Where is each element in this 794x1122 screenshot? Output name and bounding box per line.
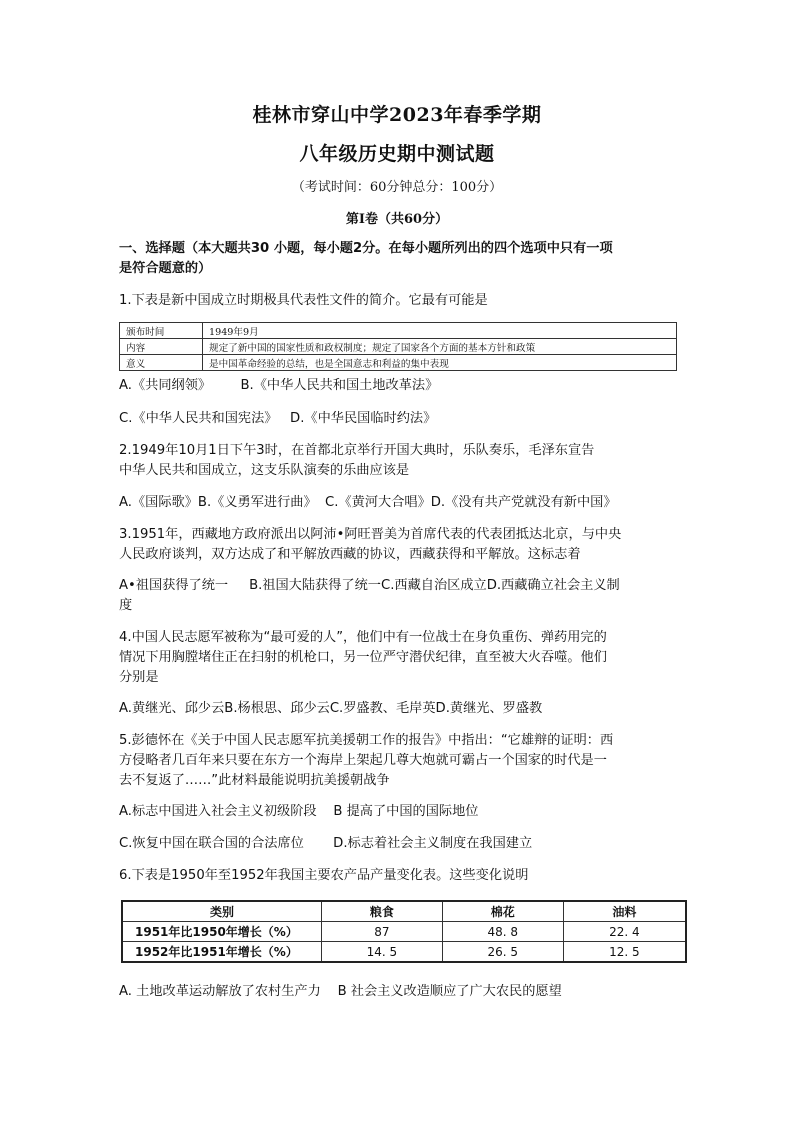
table-header-cell: 棉花	[442, 901, 563, 922]
table-cell: 48. 8	[442, 922, 563, 942]
question-2-stem: 中华人民共和国成立，这支乐队演奏的乐曲应该是	[119, 463, 410, 478]
question-5-options: C.恢复中国在联合国的合法席位 D.标志着社会主义制度在我国建立	[119, 836, 533, 851]
table-row	[122, 922, 686, 942]
question-3-options: 度	[119, 598, 133, 613]
question-5-stem: 去不复返了……”此材料最能说明抗美援朝战争	[119, 773, 390, 788]
table-header-cell: 油料	[563, 901, 686, 922]
table-cell: 内容	[120, 339, 203, 355]
question-1-options: A.《共同纲领》 B.《中华人民共和国土地改革法》	[119, 378, 439, 393]
table-row	[120, 355, 677, 371]
table-row	[120, 339, 677, 355]
table-header-cell: 粮食	[322, 901, 443, 922]
table-cell: 14. 5	[322, 942, 443, 963]
question-1-table	[119, 322, 677, 371]
question-4-options: A.黄继光、邱少云B.杨根思、邱少云C.罗盛教、毛岸英D.黄继光、罗盛教	[119, 701, 543, 716]
exam-info: （考试时间：60分钟总分：100分）	[291, 180, 503, 195]
table-cell: 12. 5	[563, 942, 686, 963]
question-3-options: A•祖国获得了统一 B.祖国大陆获得了统一C.西藏自治区成立D.西藏确立社会主义制	[119, 578, 620, 593]
table-header-row	[122, 901, 686, 922]
table-cell: 26. 5	[442, 942, 563, 963]
table-cell: 意义	[120, 355, 203, 371]
table-row	[122, 942, 686, 963]
question-4-stem: 分别是	[119, 670, 159, 685]
table-row	[120, 323, 677, 339]
section-heading: 第Ⅰ卷（共60分）	[345, 212, 449, 227]
question-5-options: A.标志中国进入社会主义初级阶段 B 提高了中国的国际地位	[119, 804, 479, 819]
table-cell: 规定了新中国的国家性质和政权制度；规定了国家各个方面的基本方针和政策	[203, 339, 677, 355]
question-5-stem: 5.彭德怀在《关于中国人民志愿军抗美援朝工作的报告》中指出：“它雄辩的证明：西	[119, 733, 614, 748]
instructions-line: 是符合题意的）	[119, 261, 212, 276]
question-6-options: A. 土地改革运动解放了农村生产力 B 社会主义改造顺应了广大农民的愿望	[119, 984, 562, 999]
table-cell: 是中国革命经验的总结，也是全国意志和利益的集中表现	[203, 355, 677, 371]
table-cell: 1951年比1950年增长（%）	[122, 922, 322, 942]
question-4-stem: 情况下用胸膛堵住正在扫射的机枪口，另一位严守潜伏纪律，直至被大火吞噬。他们	[119, 650, 607, 665]
table-cell: 1949年9月	[203, 323, 677, 339]
table-header-cell: 类别	[122, 901, 322, 922]
question-2-stem: 2.1949年10月1日下午3时，在首都北京举行开国大典时，乐队奏乐，毛泽东宣告	[119, 443, 595, 458]
question-4-stem: 4.中国人民志愿军被称为“最可爱的人”，他们中有一位战士在身负重伤、弹药用完的	[119, 630, 607, 645]
question-1-stem: 1.下表是新中国成立时期极具代表性文件的简介。它最有可能是	[119, 293, 488, 308]
exam-title: 八年级历史期中测试题	[299, 143, 495, 165]
question-6-stem: 6.下表是1950年至1952年我国主要农产品产量变化表。这些变化说明	[119, 868, 529, 883]
instructions-line: 一、选择题（本大题共30 小题，每小题2分。在每小题所列出的四个选项中只有一项	[119, 241, 613, 256]
table-cell: 1952年比1951年增长（%）	[122, 942, 322, 963]
question-3-stem: 3.1951年，西藏地方政府派出以阿沛•阿旺晋美为首席代表的代表团抵达北京，与中央	[119, 527, 622, 542]
question-6-table	[121, 900, 687, 963]
school-title: 桂林市穿山中学2023年春季学期	[252, 104, 542, 126]
question-2-options: A.《国际歌》B.《义勇军进行曲》 C.《黄河大合唱》D.《没有共产党就没有新中国》	[119, 495, 617, 510]
table-cell: 87	[322, 922, 443, 942]
question-5-stem: 方侵略者几百年来只要在东方一个海岸上架起几尊大炮就可霸占一个国家的时代是一	[119, 753, 607, 768]
question-1-options: C.《中华人民共和国宪法》 D.《中华民国临时约法》	[119, 411, 437, 426]
table-cell: 颁布时间	[120, 323, 203, 339]
table-cell: 22. 4	[563, 922, 686, 942]
question-3-stem: 人民政府谈判，双方达成了和平解放西藏的协议，西藏获得和平解放。这标志着	[119, 547, 581, 562]
